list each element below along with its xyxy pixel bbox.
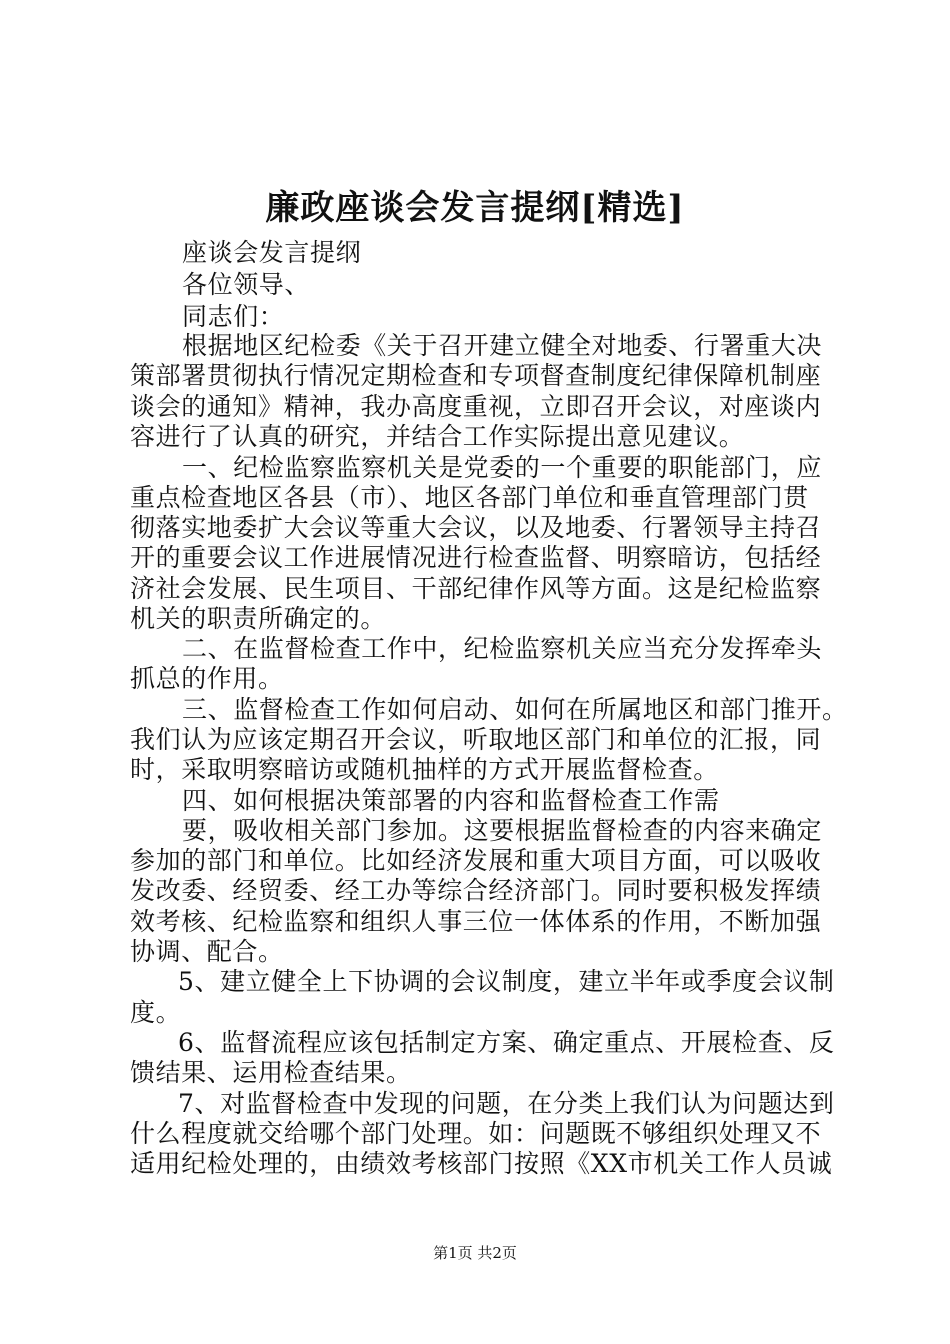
text-line: 要，吸收相关部门参加。这要根据监督检查的内容来确定 [182, 816, 823, 845]
text-line: 策部署贯彻执行情况定期检查和专项督查制度纪律保障机制座 [130, 361, 822, 390]
text-line: 度。 [130, 998, 182, 1027]
text-line: 5、建立健全上下协调的会议制度，建立半年或季度会议制 [178, 967, 835, 996]
text-line: 馈结果、运用检查结果。 [130, 1058, 412, 1087]
text-line: 谈会的通知》精神，我办高度重视，立即召开会议，对座谈内 [130, 392, 822, 421]
text-line: 协调、配合。 [130, 937, 284, 966]
text-line: 抓总的作用。 [130, 664, 284, 693]
text-line: 彻落实地委扩大会议等重大会议，以及地委、行署领导主持召 [130, 513, 822, 542]
text-line: 适用纪检处理的，由绩效考核部门按照《XX市机关工作人员诚 [130, 1149, 833, 1178]
text-line: 容进行了认真的研究，并结合工作实际提出意见建议。 [130, 422, 745, 451]
text-line: 6、监督流程应该包括制定方案、确定重点、开展检查、反 [178, 1028, 835, 1057]
text-line: 我们认为应该定期召开会议，听取地区部门和单位的汇报，同 [130, 725, 822, 754]
text-line: 三、监督检查工作如何启动、如何在所属地区和部门推开。 [182, 695, 848, 724]
document-title: 廉政座谈会发言提纲[精选] [265, 188, 685, 228]
text-line: 各位领导、 [182, 270, 311, 299]
text-line: 重点检查地区各县（市）、地区各部门单位和垂直管理部门贯 [130, 483, 809, 512]
text-line: 座谈会发言提纲 [182, 238, 362, 267]
text-line: 7、对监督检查中发现的问题，在分类上我们认为问题达到 [178, 1089, 835, 1118]
text-line: 济社会发展、民生项目、干部纪律作风等方面。这是纪检监察 [130, 574, 822, 603]
text-line: 发改委、经贸委、经工办等综合经济部门。同时要积极发挥绩 [130, 876, 822, 905]
text-line: 效考核、纪检监察和组织人事三位一体体系的作用，不断加强 [130, 907, 822, 936]
text-line: 二、在监督检查工作中，纪检监察机关应当充分发挥牵头 [182, 634, 823, 663]
text-line: 四、如何根据决策部署的内容和监督检查工作需 [182, 786, 720, 815]
text-line: 同志们： [182, 302, 285, 331]
text-line: 时，采取明察暗访或随机抽样的方式开展监督检查。 [130, 755, 719, 784]
page-number-footer: 第1页 共2页 [433, 1244, 517, 1262]
text-line: 开的重要会议工作进展情况进行检查监督、明察暗访，包括经 [130, 543, 822, 572]
text-line: 机关的职责所确定的。 [130, 604, 387, 633]
text-line: 根据地区纪检委《关于召开建立健全对地委、行署重大决 [182, 331, 823, 360]
text-line: 一、纪检监察监察机关是党委的一个重要的职能部门，应 [182, 453, 823, 482]
text-line: 参加的部门和单位。比如经济发展和重大项目方面，可以吸收 [130, 846, 822, 875]
text-line: 什么程度就交给哪个部门处理。如：问题既不够组织处理又不 [130, 1119, 822, 1148]
